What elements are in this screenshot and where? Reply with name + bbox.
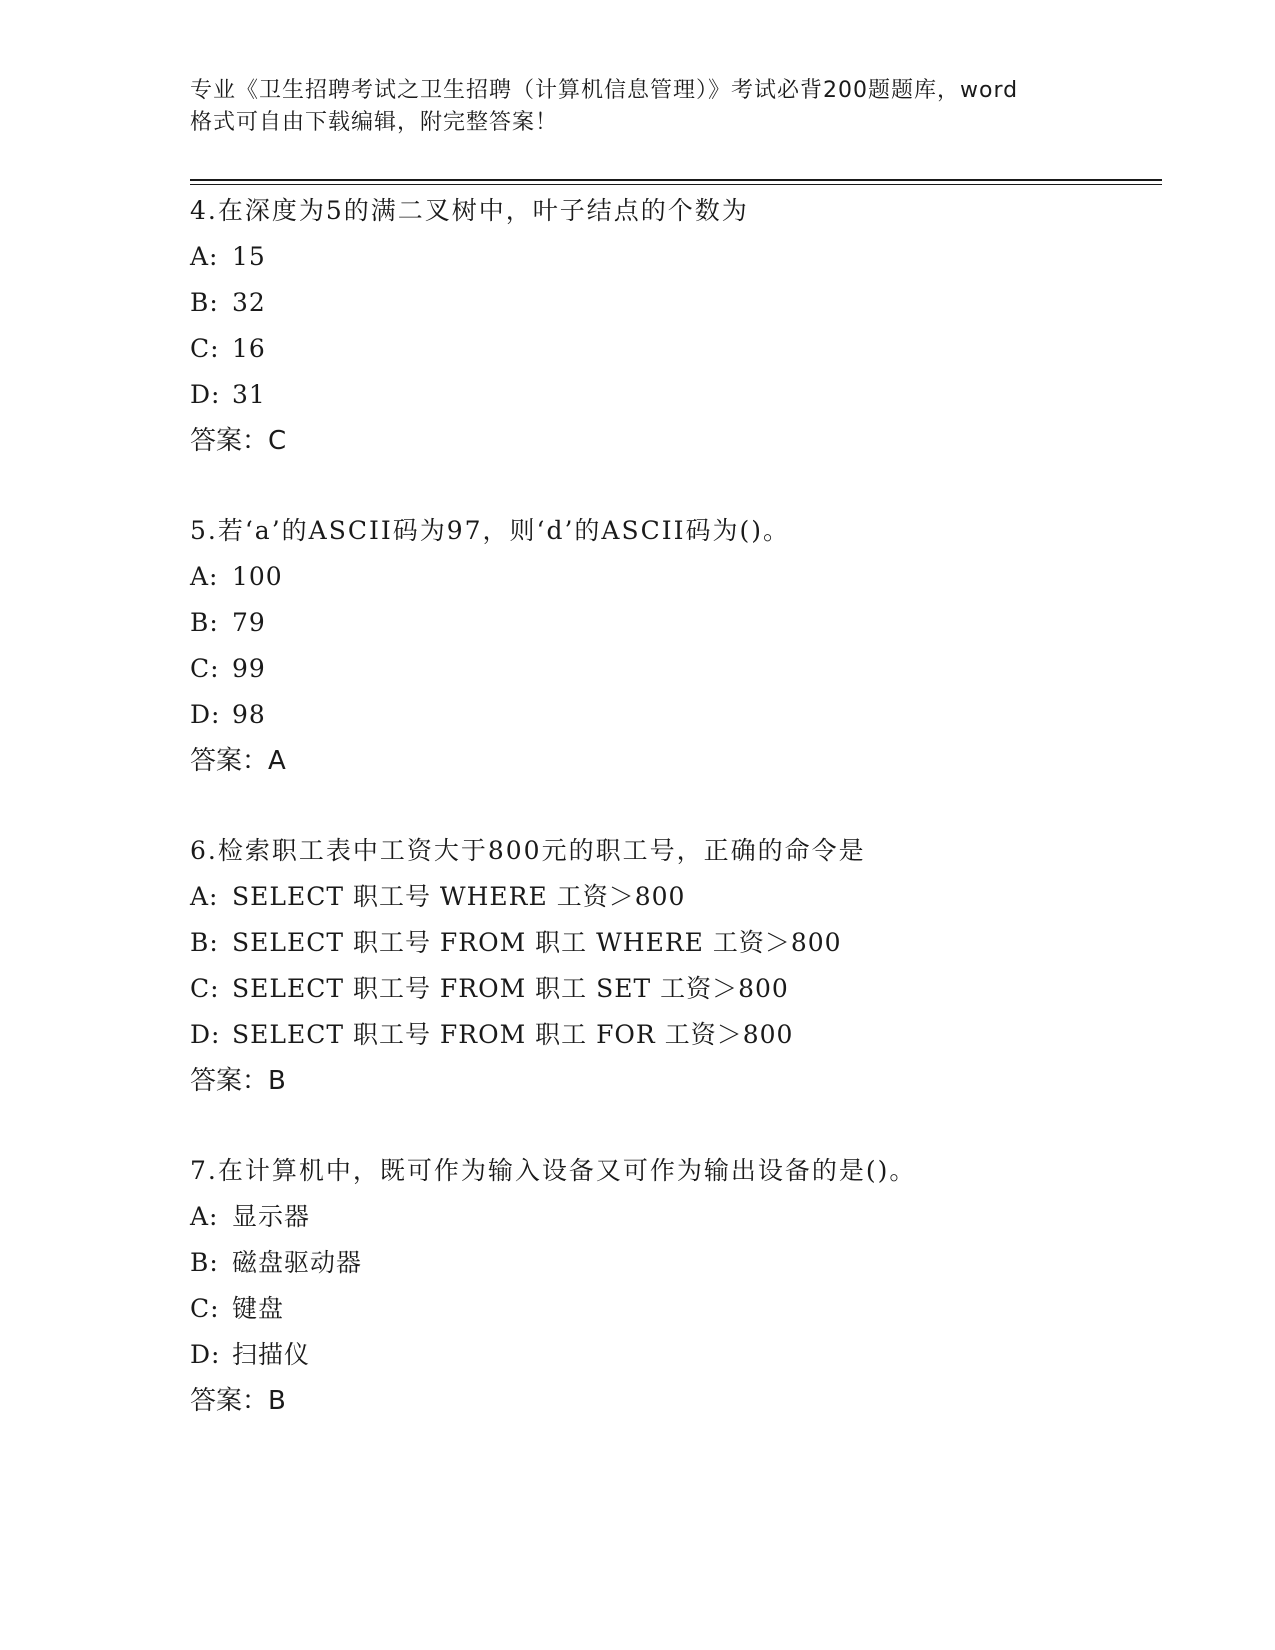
option-text: 15 — [232, 242, 266, 271]
option-key: D: — [190, 1340, 221, 1369]
option-a — [190, 874, 1170, 920]
option-text: SELECT 职工号 WHERE 工资＞800 — [232, 882, 686, 911]
header-divider-thin — [190, 184, 1162, 185]
option-key: C: — [190, 334, 220, 363]
question-4 — [190, 188, 1170, 464]
option-b — [190, 280, 1170, 326]
option-text: 100 — [232, 562, 283, 591]
header-line-2: 格式可自由下载编辑，附完整答案！ — [190, 110, 559, 135]
option-key: A: — [190, 1202, 219, 1231]
option-a — [190, 234, 1170, 280]
option-b — [190, 1240, 1170, 1286]
question-stem: 5.若‘a’的ASCII码为97，则‘d’的ASCII码为()。 — [190, 516, 790, 545]
option-a — [190, 1194, 1170, 1240]
option-key: C: — [190, 974, 220, 1003]
option-text: SELECT 职工号 FROM 职工 WHERE 工资＞800 — [232, 928, 842, 957]
option-key: D: — [190, 380, 221, 409]
option-text: 磁盘驱动器 — [232, 1248, 363, 1277]
option-text: 显示器 — [232, 1202, 311, 1231]
option-key: C: — [190, 1294, 220, 1323]
option-text: 31 — [232, 380, 266, 409]
option-text: SELECT 职工号 FROM 职工 SET 工资＞800 — [232, 974, 789, 1003]
option-key: C: — [190, 654, 220, 683]
option-text: 16 — [232, 334, 266, 363]
option-key: B: — [190, 1248, 219, 1277]
answer: 答案：B — [190, 1386, 286, 1416]
option-text: 键盘 — [232, 1294, 285, 1323]
option-key: A: — [190, 242, 219, 271]
option-b — [190, 920, 1170, 966]
option-d — [190, 1012, 1170, 1058]
option-text: 79 — [232, 608, 266, 637]
question-7 — [190, 1148, 1170, 1424]
question-stem: 6.检索职工表中工资大于800元的职工号，正确的命令是 — [190, 836, 866, 865]
question-5 — [190, 508, 1170, 784]
answer: 答案：A — [190, 746, 286, 776]
option-key: A: — [190, 562, 219, 591]
option-c — [190, 326, 1170, 372]
answer: 答案：B — [190, 1066, 286, 1096]
question-stem: 7.在计算机中，既可作为输入设备又可作为输出设备的是()。 — [190, 1156, 917, 1185]
option-text: 99 — [232, 654, 266, 683]
option-key: A: — [190, 882, 219, 911]
option-c — [190, 646, 1170, 692]
option-key: B: — [190, 608, 219, 637]
header-line-1: 专业《卫生招聘考试之卫生招聘（计算机信息管理）》考试必背200题题库，word — [190, 78, 1019, 103]
option-key: D: — [190, 1020, 221, 1049]
question-6 — [190, 828, 1170, 1104]
option-text: 98 — [232, 700, 266, 729]
option-key: B: — [190, 288, 219, 317]
option-d — [190, 692, 1170, 738]
header-divider-thick — [190, 179, 1162, 181]
option-key: D: — [190, 700, 221, 729]
option-text: 扫描仪 — [232, 1340, 311, 1369]
option-c — [190, 1286, 1170, 1332]
option-d — [190, 372, 1170, 418]
answer: 答案：C — [190, 426, 287, 456]
option-d — [190, 1332, 1170, 1378]
document-header — [190, 75, 1090, 139]
option-key: B: — [190, 928, 219, 957]
question-stem: 4.在深度为5的满二叉树中，叶子结点的个数为 — [190, 196, 749, 225]
option-text: 32 — [232, 288, 266, 317]
option-a — [190, 554, 1170, 600]
option-b — [190, 600, 1170, 646]
option-c — [190, 966, 1170, 1012]
option-text: SELECT 职工号 FROM 职工 FOR 工资＞800 — [232, 1020, 794, 1049]
